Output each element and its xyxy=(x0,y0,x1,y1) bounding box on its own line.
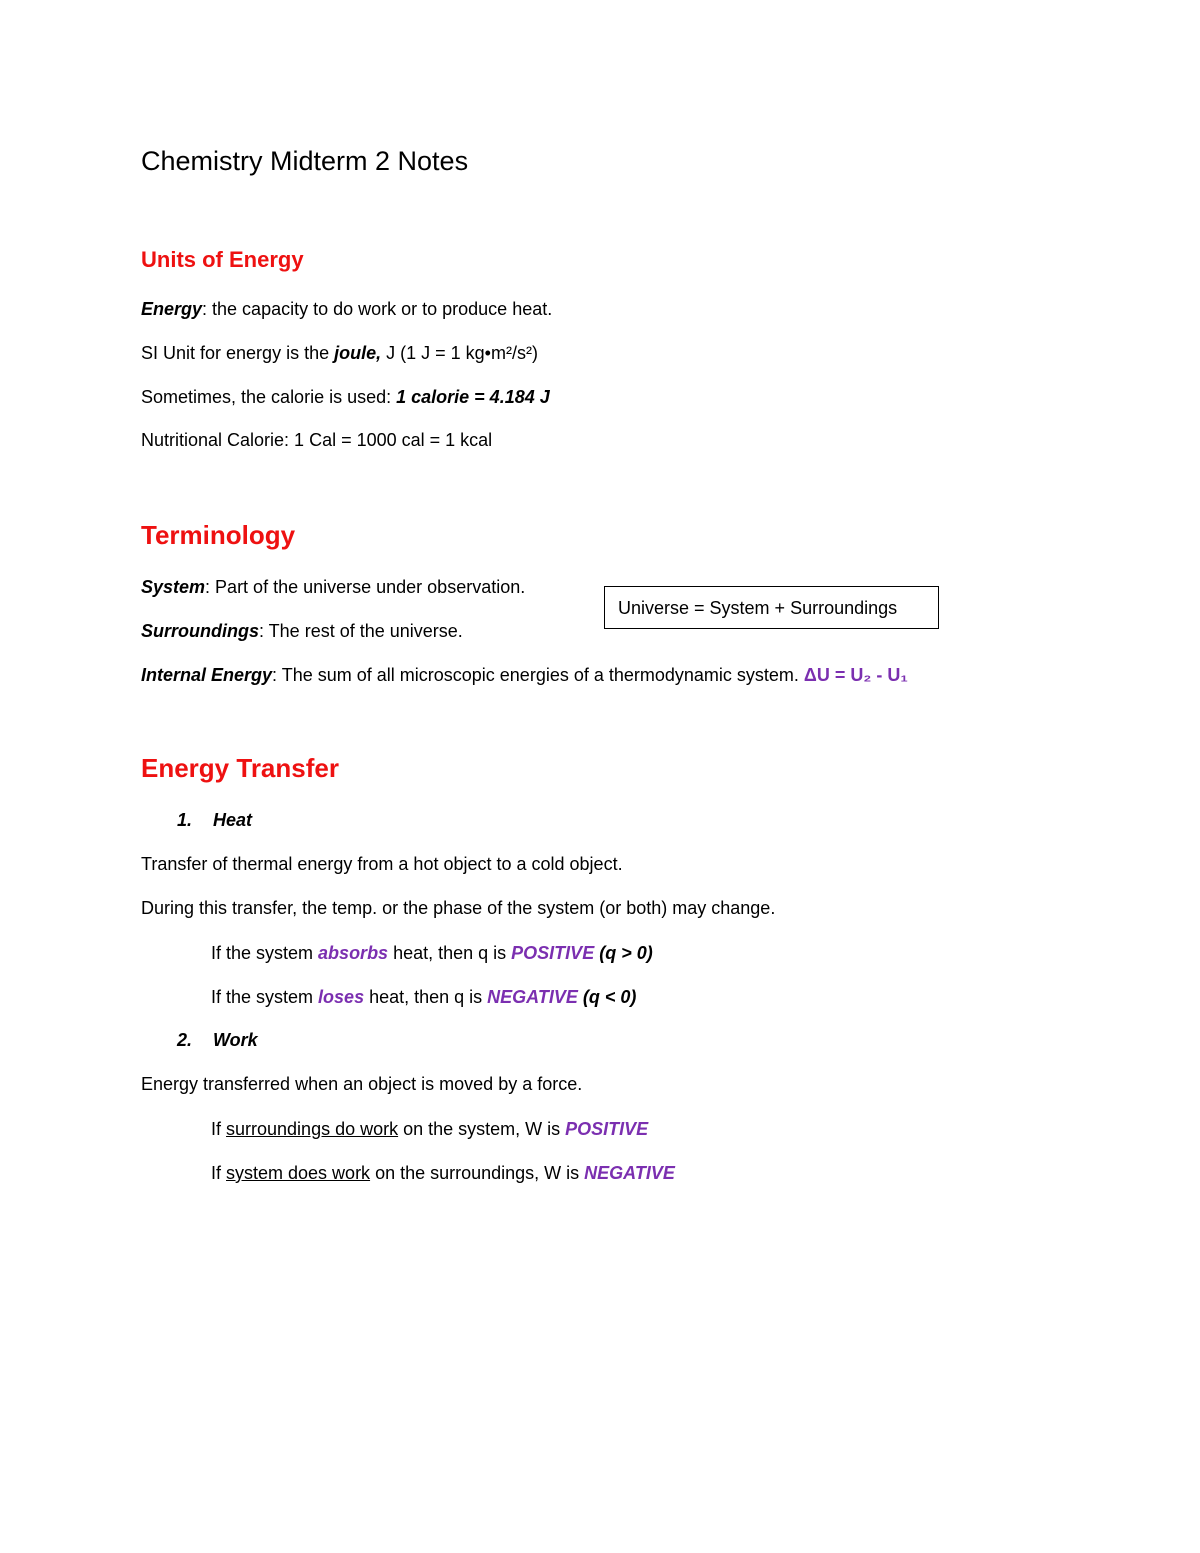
work-positive-sign: POSITIVE xyxy=(565,1119,649,1139)
calorie-prefix: Sometimes, the calorie is used: xyxy=(141,387,397,407)
universe-box: Universe = System + Surroundings xyxy=(604,586,939,629)
internal-energy-definition xyxy=(141,662,908,688)
nutrition-line: Nutritional Calorie: 1 Cal = 1000 cal = 1 kcal xyxy=(141,430,493,450)
lose-prefix: If the system xyxy=(211,987,319,1007)
heat-line-2: During this transfer, the temp. or the phase of the system (or both) may change. xyxy=(141,898,776,918)
si-unit-line xyxy=(141,340,538,366)
section-heading-terminology: Terminology xyxy=(141,520,296,550)
work-positive-middle: on the system, W is xyxy=(398,1119,566,1139)
energy-definition xyxy=(141,296,552,322)
surroundings-definition xyxy=(141,618,463,644)
absorb-sign: POSITIVE xyxy=(511,943,595,963)
lose-middle: heat, then q is xyxy=(364,987,488,1007)
calorie-line xyxy=(141,384,550,410)
section-heading-units: Units of Energy xyxy=(141,247,304,272)
internal-energy-term: Internal Energy xyxy=(141,665,273,685)
heat-list-item xyxy=(177,807,252,833)
work-line-1: Energy transferred when an object is moved by a force. xyxy=(141,1074,583,1094)
work-positive-prefix: If xyxy=(211,1119,227,1139)
heat-label: Heat xyxy=(213,810,253,830)
system-def-text: : Part of the universe under observation. xyxy=(205,577,526,597)
lose-sign: NEGATIVE xyxy=(487,987,578,1007)
work-number: 2. xyxy=(177,1030,193,1050)
joule-term: joule, xyxy=(334,343,382,363)
heat-line-1: Transfer of thermal energy from a hot object to a cold object. xyxy=(141,854,623,874)
section-heading-transfer: Energy Transfer xyxy=(141,753,339,783)
work-positive-underlined: surroundings do work xyxy=(226,1119,399,1139)
energy-def-text: : the capacity to do work or to produce heat. xyxy=(202,299,553,319)
internal-energy-formula: ΔU = U₂ - U₁ xyxy=(803,665,908,685)
work-positive-line xyxy=(211,1116,648,1142)
work-negative-underlined: system does work xyxy=(226,1163,371,1183)
lose-line xyxy=(211,984,636,1010)
absorb-prefix: If the system xyxy=(211,943,319,963)
internal-energy-def-text: : The sum of all microscopic energies of a thermodynamic system. xyxy=(272,665,804,685)
heat-number: 1. xyxy=(177,810,193,830)
work-label: Work xyxy=(213,1030,258,1050)
lose-word: loses xyxy=(318,987,365,1007)
lose-condition: (q < 0) xyxy=(577,987,637,1007)
si-suffix: J (1 J = 1 kg•m²/s²) xyxy=(381,343,538,363)
work-list-item xyxy=(177,1027,258,1053)
work-negative-line xyxy=(211,1160,675,1186)
absorb-condition: (q > 0) xyxy=(594,943,653,963)
absorb-line xyxy=(211,940,653,966)
system-term: System xyxy=(141,577,206,597)
si-prefix: SI Unit for energy is the xyxy=(141,343,335,363)
calorie-value: 1 calorie = 4.184 J xyxy=(396,387,550,407)
surroundings-term: Surroundings xyxy=(141,621,259,641)
system-definition xyxy=(141,574,525,600)
work-negative-prefix: If xyxy=(211,1163,227,1183)
page-title: Chemistry Midterm 2 Notes xyxy=(141,146,469,176)
work-negative-sign: NEGATIVE xyxy=(584,1163,675,1183)
surroundings-def-text: : The rest of the universe. xyxy=(259,621,463,641)
absorb-word: absorbs xyxy=(318,943,389,963)
work-negative-middle: on the surroundings, W is xyxy=(370,1163,585,1183)
absorb-middle: heat, then q is xyxy=(388,943,512,963)
energy-term: Energy xyxy=(141,299,203,319)
